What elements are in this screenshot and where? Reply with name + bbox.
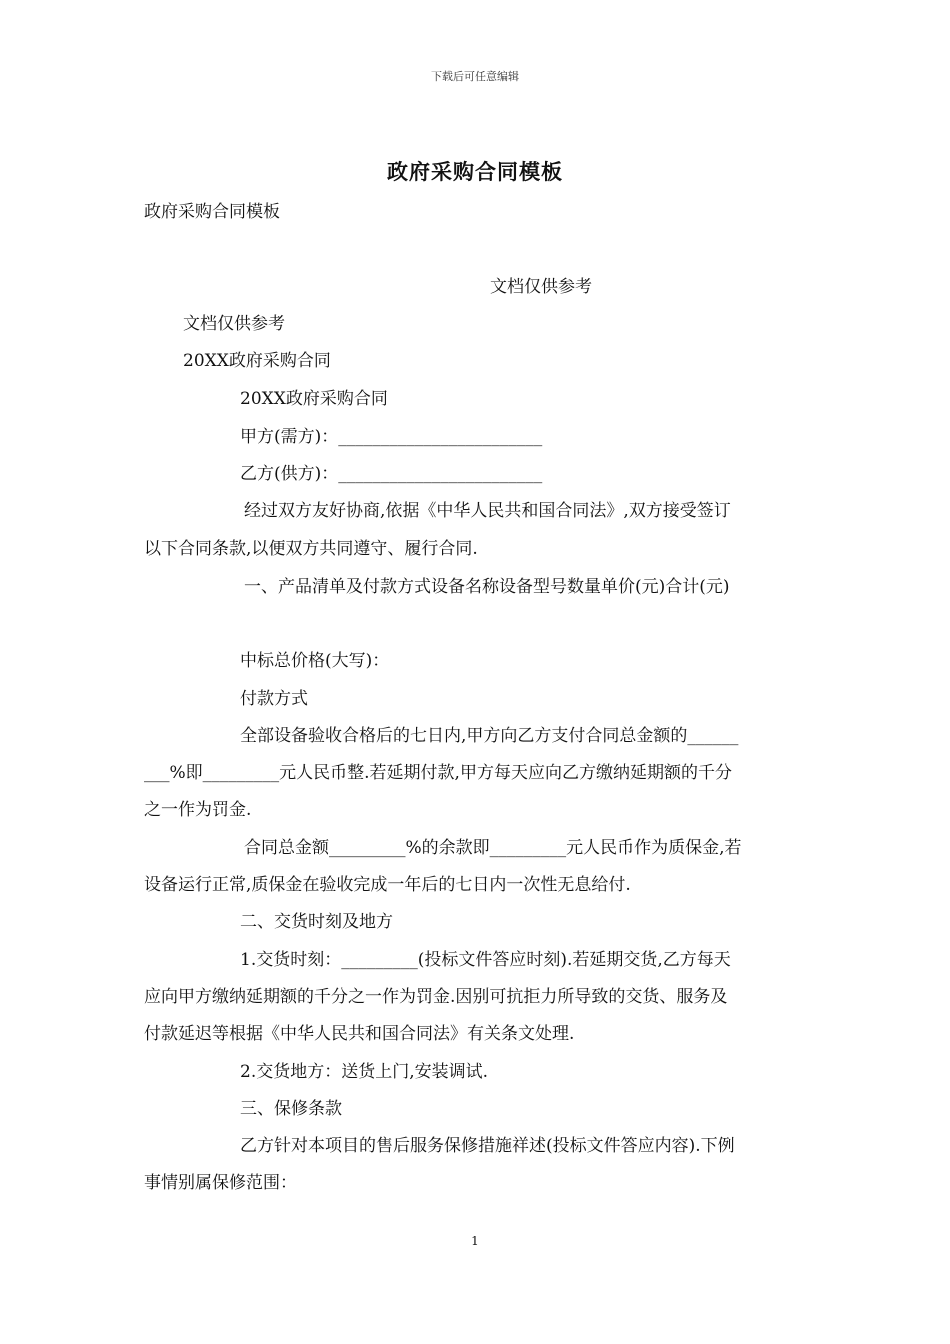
page-number: 1 xyxy=(471,1234,479,1248)
section-heading-1: 一、产品清单及付款方式设备名称设备型号数量单价(元)合计(元) xyxy=(244,577,730,597)
document-title: 政府采购合同模板 xyxy=(387,159,563,184)
section-heading-3: 三、保修条款 xyxy=(240,1099,342,1119)
section-heading-2: 二、交货时刻及地方 xyxy=(240,912,393,932)
paragraph-line: 合同总金额_________%的余款即_________元人民币作为质保金,若 xyxy=(244,838,742,858)
paragraph-line: ___%即_________元人民币整.若延期付款,甲方每天应向乙方缴纳延期额的千分 xyxy=(144,763,732,783)
party-b-line: 乙方(供方)：________________________ xyxy=(240,464,543,484)
subtitle-line: 政府采购合同模板 xyxy=(144,202,280,222)
paragraph-line: 应向甲方缴纳延期额的千分之一作为罚金.因别可抗拒力所导致的交货、服务及 xyxy=(144,987,728,1007)
paragraph-line: 设备运行正常,质保金在验收完成一年后的七日内一次性无息给付. xyxy=(144,875,631,895)
paragraph-line: 之一作为罚金. xyxy=(144,800,252,820)
contract-heading: 20XX政府采购合同 xyxy=(183,351,331,371)
paragraph-line: 以下合同条款,以便双方共同遵守、履行合同. xyxy=(144,539,478,559)
paragraph-line: 付款方式 xyxy=(240,689,308,709)
paragraph-line: 1.交货时刻：_________(投标文件答应时刻).若延期交货,乙方每天 xyxy=(240,950,731,970)
party-a-line: 甲方(需方)：________________________ xyxy=(240,427,543,447)
paragraph-line: 事情别属保修范围： xyxy=(144,1173,297,1193)
reference-note: 文档仅供参考 xyxy=(183,314,285,334)
paragraph-line: 经过双方友好协商,依据《中华人民共和国合同法》,双方接受签订 xyxy=(244,501,731,521)
paragraph-line: 全部设备验收合格后的七日内,甲方向乙方支付合同总金额的______ xyxy=(240,726,739,746)
contract-heading-indented: 20XX政府采购合同 xyxy=(240,389,388,409)
reference-note-right: 文档仅供参考 xyxy=(490,277,592,297)
page-header: 下载后可任意编辑 xyxy=(431,70,519,83)
paragraph-line: 乙方针对本项目的售后服务保修措施祥述(投标文件答应内容).下例 xyxy=(240,1136,735,1156)
paragraph-line: 2.交货地方：送货上门,安装调试. xyxy=(240,1062,489,1082)
paragraph-line: 中标总价格(大写)： xyxy=(240,651,390,671)
paragraph-line: 付款延迟等根据《中华人民共和国合同法》有关条文处理. xyxy=(144,1024,575,1044)
